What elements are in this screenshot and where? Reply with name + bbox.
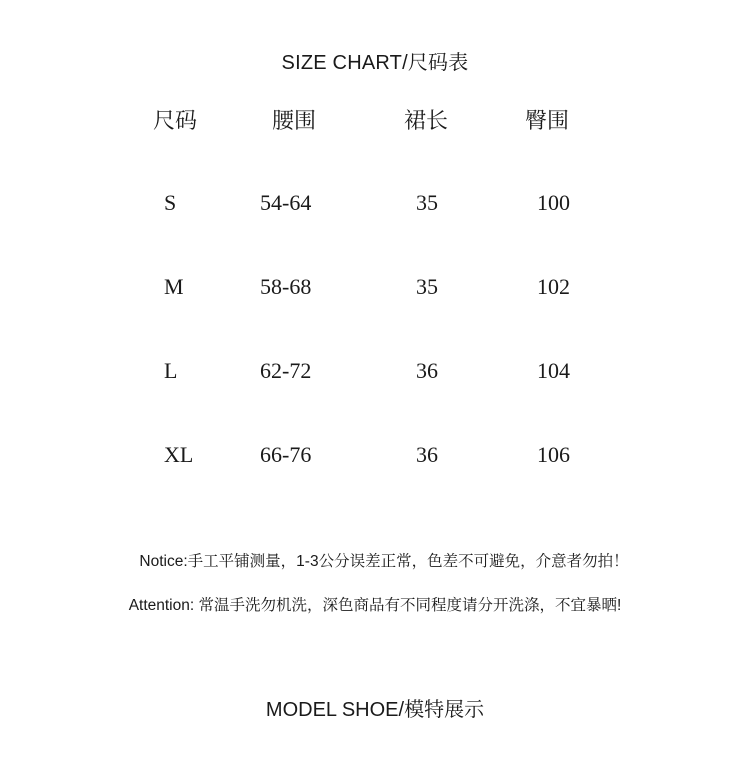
table-cell-hip: 106 [537, 442, 570, 467]
header-waist: 腰围 [272, 108, 317, 133]
table-cell-waist: 66-76 [260, 442, 312, 467]
table-cell-length: 36 [416, 442, 438, 467]
header-hip: 臀围 [525, 108, 570, 133]
table-cell-length: 35 [416, 190, 438, 215]
table-cell-length: 36 [416, 358, 438, 383]
header-length: 裙长 [404, 108, 449, 133]
model-show-heading: MODEL SHOE/模特展示 [265, 699, 485, 721]
table-cell-hip: 102 [537, 274, 570, 299]
page-title: SIZE CHART/尺码表 [281, 52, 469, 74]
attention-text: Attention: 常温手洗勿机洗，深色商品有不同程度请分开洗涤，不宜暴晒! [128, 597, 622, 614]
header-size: 尺码 [153, 108, 198, 133]
table-cell-size: S [164, 190, 177, 215]
table-cell-size: L [164, 358, 178, 383]
table-cell-size: M [164, 274, 184, 299]
notice-text: Notice:手工平铺测量，1-3公分误差正常，色差不可避免，介意者勿拍！ [139, 553, 629, 570]
table-cell-waist: 62-72 [260, 358, 312, 383]
table-cell-hip: 104 [537, 358, 570, 383]
table-cell-waist: 58-68 [260, 274, 312, 299]
table-cell-hip: 100 [537, 190, 570, 215]
table-cell-size: XL [164, 442, 194, 467]
table-cell-waist: 54-64 [260, 190, 312, 215]
table-cell-length: 35 [416, 274, 438, 299]
